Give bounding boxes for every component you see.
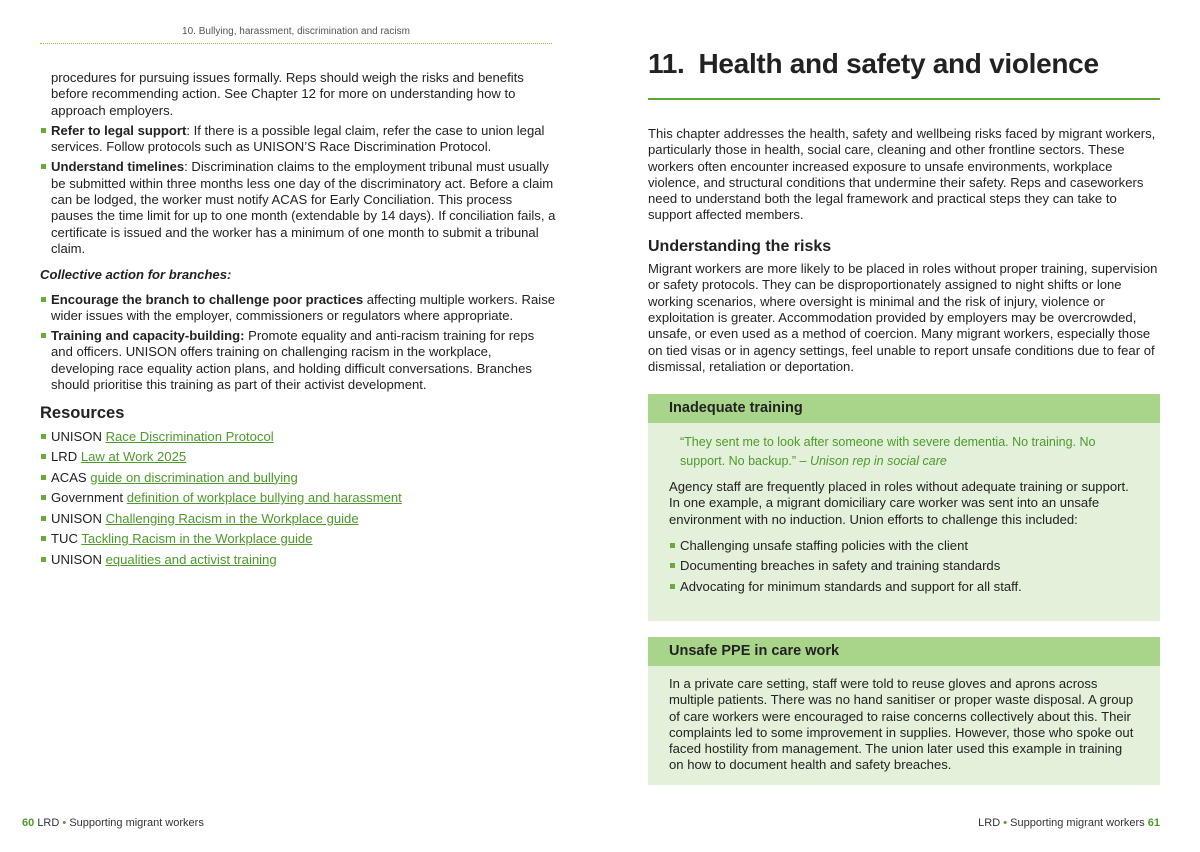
case-box-inadequate-training [648, 394, 1160, 621]
box-list [669, 538, 1140, 595]
folio-right [978, 817, 1160, 829]
quote: “They sent me to look after someone with severe dementia. No training. No support. No backup.” – Unison rep in social care [680, 435, 1096, 468]
running-head-divider [40, 43, 552, 44]
publication-title: Supporting migrant workers [1010, 817, 1145, 829]
intro-paragraph: This chapter addresses the health, safety and wellbeing risks faced by migrant workers, particularly those in health, social care, cleaning and other frontline sectors. These workers often encounter increased exposure to unsafe environments, workplace violence, and structural conditions that undermine their safety. Reps and caseworkers need to understand both the legal framework and practical steps they can take to support affected members. [648, 126, 1156, 223]
left-column [40, 70, 556, 572]
resource-item: UNISON Challenging Racism in the Workplace guide [40, 511, 556, 527]
resource-item: TUC Tackling Racism in the Workplace guide [40, 531, 556, 547]
box-paragraph: In a private care setting, staff were told to reuse gloves and aprons across multiple patients. There was no hand sanitiser or proper waste disposal. A group of care workers were encouraged to raise concerns collectively about this. Their complaints led to some improvement in supplies. However, those who spoke out faced hostility from management. The union later used this example in training on how to document health and safety breaches. [669, 676, 1134, 773]
resource-link[interactable]: Challenging Racism in the Workplace guide [105, 510, 359, 526]
publisher: LRD [37, 817, 60, 829]
list-item: Documenting breaches in safety and training standards [669, 558, 1140, 574]
publisher: LRD [978, 817, 1001, 829]
quote-attribution: – Unison rep in social care [796, 454, 947, 468]
list-item: Refer to legal support: If there is a possible legal claim, refer the case to union legal services. Follow protocols such as UNISON’S Race Discrimination Protocol. [40, 123, 556, 156]
bullet-separator: • [1003, 817, 1008, 829]
resources-heading: Resources [40, 404, 125, 423]
resources-list [40, 429, 556, 568]
case-box-unsafe-ppe [648, 637, 1160, 785]
chapter-title [648, 48, 1160, 80]
publication-title: Supporting migrant workers [69, 817, 204, 829]
list-item: Advocating for minimum standards and support for all staff. [669, 579, 1140, 595]
section-heading: Understanding the risks [648, 237, 832, 255]
resource-item: UNISON equalities and activist training [40, 552, 556, 568]
box-heading: Inadequate training [648, 394, 1160, 423]
resource-item: UNISON Race Discrimination Protocol [40, 429, 556, 445]
list-item: Training and capacity-building: Promote equality and anti-racism training for reps and officers. UNISON offers training on challenging racism in the workplace, developing race equality action plans, and holding difficult conversations. Branches should prioritise this training as part of their activist development. [40, 328, 556, 393]
resource-link[interactable]: Race Discrimination Protocol [105, 428, 274, 444]
chapter-number: 11. [648, 48, 685, 79]
title-rule [648, 98, 1160, 100]
box-heading: Unsafe PPE in care work [648, 637, 1160, 666]
box-paragraph: Agency staff are frequently placed in roles without adequate training or support. In one example, a migrant domiciliary care worker was sent into an unsafe environment with no induction. Union efforts to challenge this included: [669, 479, 1129, 527]
chapter-title-text: Health and safety and violence [698, 48, 1099, 79]
resource-item: LRD Law at Work 2025 [40, 449, 556, 465]
running-head: 10. Bullying, harassment, discrimination and racism [182, 26, 410, 37]
right-column [648, 126, 1160, 375]
resource-link[interactable]: Law at Work 2025 [80, 449, 187, 465]
resource-item: ACAS guide on discrimination and bullying [40, 470, 556, 486]
resource-link[interactable]: equalities and activist training [105, 551, 277, 567]
list-item: Encourage the branch to challenge poor practices affecting multiple workers. Raise wider issues with the employer, commissioners or regulators where appropriate. [40, 292, 556, 325]
page-number: 60 [22, 817, 35, 829]
continued-paragraph: procedures for pursuing issues formally. Reps should weigh the risks and benefits before recommending action. See Chapter 12 for more on understanding how to approach employers. [51, 70, 524, 118]
list-item: Challenging unsafe staffing policies with the client [669, 538, 1140, 554]
list-item: Understand timelines: Discrimination claims to the employment tribunal must usually be submitted within three months less one day of the discriminatory act. Before a claim can be lodged, the worker must notify ACAS for Early Conciliation. This process pauses the time limit for up to one month (extendable by 14 days). If conciliation fails, a certificate is issued and the worker has a minimum of one month to submit a tribunal claim. [40, 159, 556, 257]
folio-left [22, 817, 204, 829]
page-number: 61 [1147, 817, 1160, 829]
collective-action-heading: Collective action for branches: [40, 267, 232, 283]
resource-item: Government definition of workplace bullying and harassment [40, 490, 556, 506]
resource-link[interactable]: guide on discrimination and bullying [90, 469, 298, 485]
risks-paragraph: Migrant workers are more likely to be placed in roles without proper training, supervision or safety protocols. They can be disproportionately assigned to night shifts or lone working scenarios, where oversight is minimal and the risk of injury, violence or exploitation is greater. Accommodation provided by employers may be overcrowded, unsafe, or even used as a method of coercion. Many migrant workers, especially those on tied visas or in agency settings, feel unable to report unsafe conditions due to fear of dismissal, retaliation or deportation. [648, 261, 1158, 374]
collective-actions-list [40, 292, 556, 394]
individual-actions-list [40, 123, 556, 257]
resource-link[interactable]: definition of workplace bullying and harassment [126, 490, 402, 506]
bullet-separator: • [62, 817, 67, 829]
resource-link[interactable]: Tackling Racism in the Workplace guide [81, 531, 313, 547]
